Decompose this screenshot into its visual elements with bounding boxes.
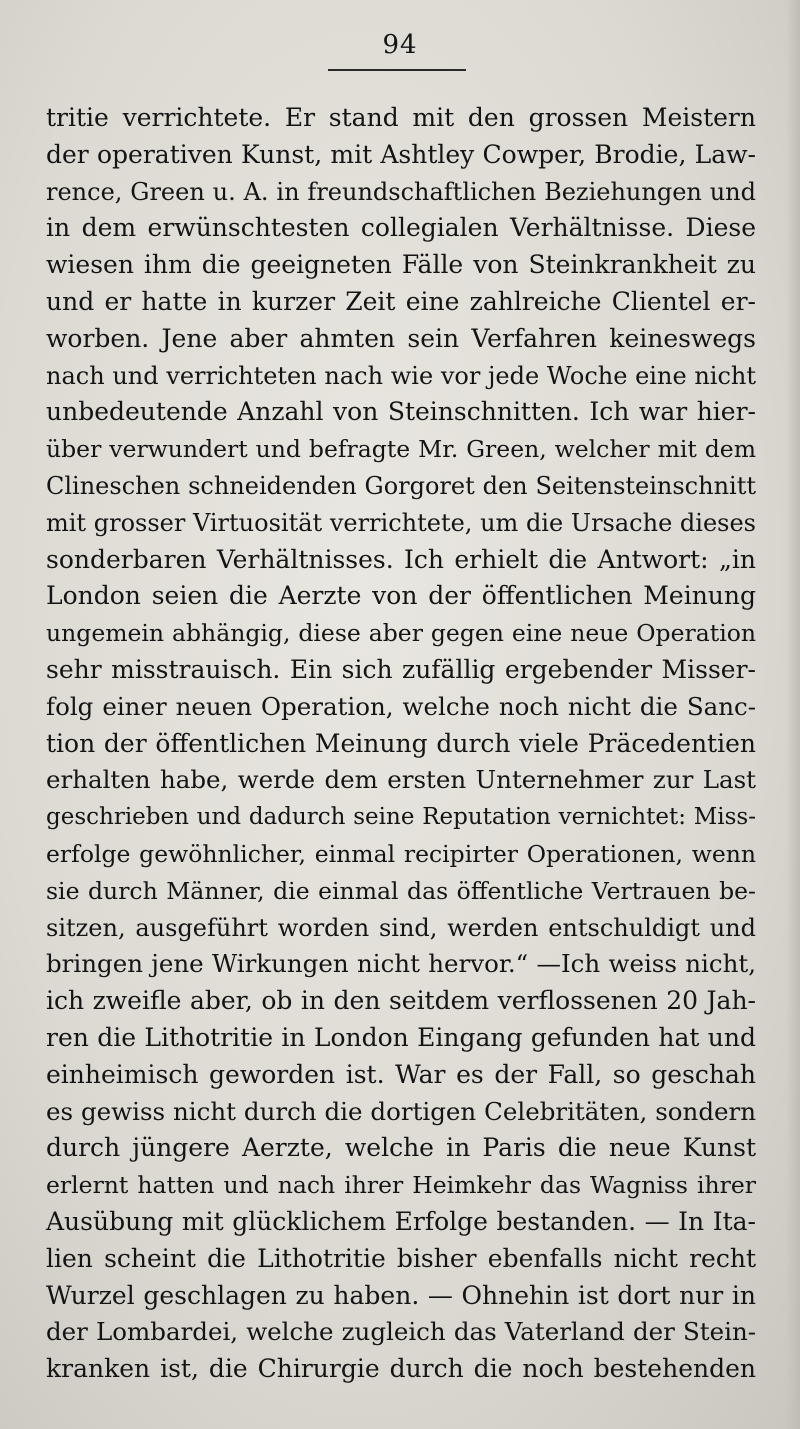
text-line: Ausübung mit glücklichem Erfolge bestanden. — In Ita- (46, 1206, 756, 1236)
page-edge-shadow (786, 0, 800, 1429)
text-line: der operativen Kunst, mit Ashtley Cowper, Brodie, Law- (46, 139, 756, 169)
text-line: und er hatte in kurzer Zeit eine zahlreiche Clientel er- (46, 286, 756, 316)
text-line: über verwundert und befragte Mr. Green, welcher mit dem (46, 435, 756, 464)
text-line: sehr misstrauisch. Ein sich zufällig ergebender Misser- (46, 654, 756, 684)
text-line: erhalten habe, werde dem ersten Unternehmer zur Last (46, 765, 756, 795)
header-rule (328, 69, 466, 71)
text-line: bringen jene Wirkungen nicht hervor.“ —Ich weiss nicht, (46, 949, 756, 979)
text-line: lien scheint die Lithotritie bisher ebenfalls nicht recht (46, 1243, 756, 1273)
text-line: ich zweifle aber, ob in den seitdem verflossenen 20 Jah- (46, 986, 756, 1016)
text-line: in dem erwünschtesten collegialen Verhältnisse. Diese (46, 213, 756, 243)
body-text (46, 100, 756, 1388)
text-line: ren die Lithotritie in London Eingang gefunden hat und (46, 1022, 756, 1052)
text-line: sitzen, ausgeführt worden sind, werden entschuldigt und (46, 913, 756, 942)
text-line: London seien die Aerzte von der öffentlichen Meinung (46, 581, 756, 611)
text-line: mit grosser Virtuosität verrichtete, um die Ursache dieses (46, 508, 756, 537)
text-line: sonderbaren Verhältnisses. Ich erhielt die Antwort: „in (46, 544, 756, 574)
text-line: es gewiss nicht durch die dortigen Celebritäten, sondern (46, 1096, 756, 1126)
text-line: rence, Green u. A. in freundschaftlichen Beziehungen und (46, 177, 756, 206)
text-line: nach und verrichteten nach wie vor jede Woche eine nicht (46, 361, 756, 390)
text-line: Clineschen schneidenden Gorgoret den Seitensteinschnitt (46, 471, 756, 500)
text-line: erfolge gewöhnlicher, einmal recipirter Operationen, wenn (46, 839, 756, 868)
text-line: tion der öffentlichen Meinung durch viele Präcedentien (46, 728, 756, 758)
text-line: einheimisch geworden ist. War es der Fall, so geschah (46, 1059, 756, 1089)
text-line: sie durch Männer, die einmal das öffentliche Vertrauen be- (46, 876, 756, 905)
text-line: der Lombardei, welche zugleich das Vaterland der Stein- (46, 1317, 756, 1347)
text-line: durch jüngere Aerzte, welche in Paris die neue Kunst (46, 1133, 756, 1163)
text-line: wiesen ihm die geeigneten Fälle von Steinkrankheit zu (46, 250, 756, 280)
text-line: worben. Jene aber ahmten sein Verfahren keineswegs (46, 323, 756, 353)
text-line: erlernt hatten und nach ihrer Heimkehr das Wagniss ihrer (46, 1171, 756, 1200)
text-line: folg einer neuen Operation, welche noch nicht die Sanc- (46, 691, 756, 721)
text-line: tritie verrichtete. Er stand mit den grossen Meistern (46, 103, 756, 132)
text-line: Wurzel geschlagen zu haben. — Ohnehin ist dort nur in (46, 1280, 756, 1310)
page-number: 94 (382, 30, 418, 60)
text-line: kranken ist, die Chirurgie durch die noch bestehenden (46, 1354, 756, 1384)
text-line: geschrieben und dadurch seine Reputation vernichtet: Miss- (46, 804, 756, 831)
text-line: ungemein abhängig, diese aber gegen eine neue Operation (46, 619, 756, 648)
text-line: unbedeutende Anzahl von Steinschnitten. Ich war hier- (46, 397, 756, 427)
